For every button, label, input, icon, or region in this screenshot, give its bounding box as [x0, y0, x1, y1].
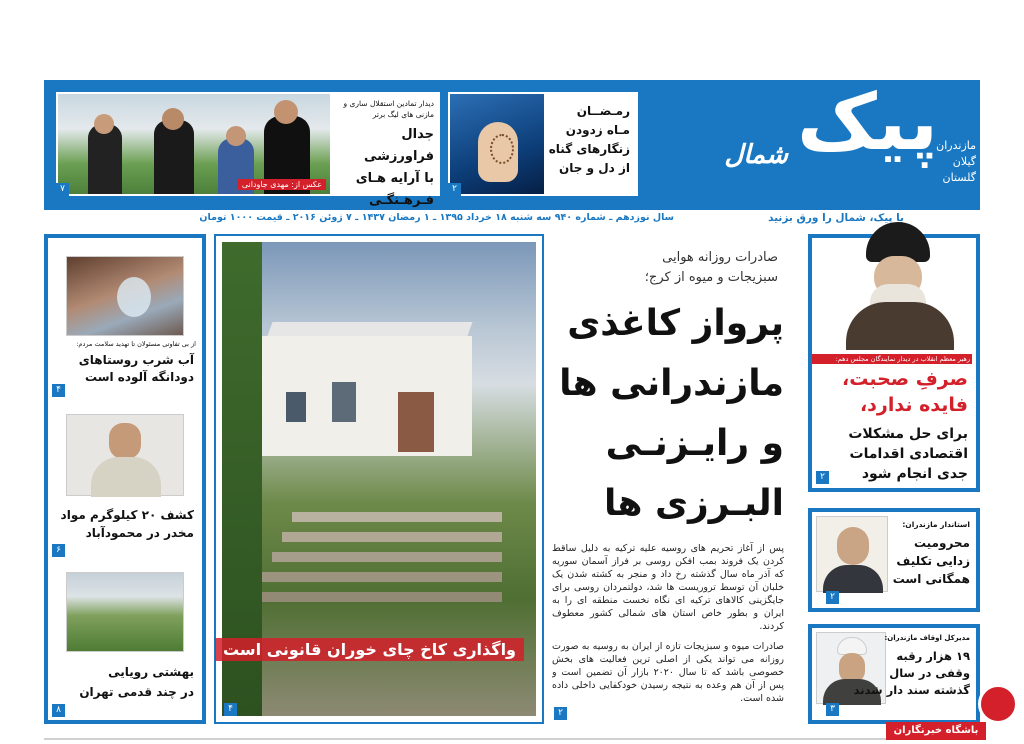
province-item: گلستان [942, 171, 976, 184]
left-item-water[interactable] [52, 250, 198, 398]
awqaf-card[interactable] [808, 624, 980, 724]
page-badge: ۴ [224, 703, 237, 716]
watermark-logo [978, 684, 1018, 724]
page-badge: ۲ [554, 707, 567, 720]
left-item-drugs[interactable] [52, 414, 198, 560]
water-photo [66, 256, 184, 336]
prayer-hands-photo [450, 94, 544, 194]
page-badge: ۸ [52, 704, 65, 717]
main-kicker: صادرات روزانه هوایی سبزیجات و میوه از کرج؛ [644, 250, 778, 285]
photo-story-card[interactable] [214, 234, 544, 724]
page-badge: ۲ [448, 183, 461, 196]
sports-teaser[interactable] [56, 92, 440, 208]
leader-body: برای حل مشکلات اقتصادی اقدامات جدی انجام شود [848, 426, 968, 482]
football-photo [58, 94, 330, 194]
province-item: مازندران [936, 139, 976, 152]
ramadan-title: رمـضــان مـاه زدودن زنگارهای گناه از دل و جان [548, 104, 630, 175]
awqaf-title: ۱۹ هزار رقبه وقفی در سال گذشته سند دار شدند [853, 649, 970, 697]
page-badge: ۷ [56, 183, 69, 196]
masthead-logo [724, 40, 938, 170]
photo-credit: عکس از: مهدی جاودانی [238, 179, 326, 190]
left-item-paradise[interactable] [52, 572, 198, 718]
page-badge: ۳ [826, 703, 839, 716]
governor-card[interactable] [808, 508, 980, 612]
bottom-rule [44, 738, 980, 740]
leader-caption: رهبر معظم انقلاب در دیدار نمایندگان مجلس دهم: [812, 354, 972, 364]
leader-card[interactable] [808, 234, 980, 492]
province-item: گیلان [952, 155, 976, 168]
paradise-title: بهشتی رویایی در چند قدمی تهران [79, 665, 194, 699]
main-paragraph-1: پس از آغاز تحریم های روسیه علیه ترکیه به دلیل ساقط کردن یک فروند بمب افکن روسی بر فراز آسمان سوریه که آذر ماه سال گذشته رخ داد و منجر به کشته شدن یک خلبان آن توسط تروریست ها شد، دولتمردان روسی برای جایگزینی کالاهای ترکیه ای نگاه نخست منطقه ای را به ایران و بطور خاص استان های شمالی کشور معطوف کردند. [552, 543, 784, 632]
main-headline: پرواز کاغذی مازندرانی ها و رایـزنـی البـرزی ها [559, 303, 784, 524]
page-badge: ۶ [52, 544, 65, 557]
water-title: آب شرب روستاهای دودانگه آلوده است [78, 353, 194, 384]
main-paragraph-2: صادرات میوه و سبزیجات تازه از ایران به روسیه به صورت روزانه می تواند یکی از اصلی ترین فعالیت های بخش خصوصی باشد که تا سال ۲۰۲۰ بازار آن تضمین است و پس از آن هم وعده به نتیجه رسیدن خودکفایی داخلی داده شده است. [552, 641, 784, 704]
logo-shomal: شمال [724, 140, 788, 170]
page-badge: ۲ [826, 591, 839, 604]
police-photo [66, 414, 184, 496]
slogan: با پیک، شمال را ورق بزنید [768, 212, 904, 224]
issue-line: سال نوزدهم ـ شماره ۹۴۰ سه شنبه ۱۸ خرداد ۱۳۹۵ ـ ۱ رمضان ۱۴۳۷ ـ ۷ ژوئن ۲۰۱۶ ـ قیمت ۱۰۰۰ تومان [199, 212, 674, 223]
sports-title: جدال فراورزشی با آرایه هـای فـرهـنگـی [355, 127, 434, 208]
logo-roznameh: روزنامه [787, 46, 862, 70]
watermark-text: باشگاه خبرنگاران [886, 722, 986, 740]
sports-kicker: دیدار تمادین استقلال ساری و مازنی های لیگ برتر [343, 99, 434, 119]
governor-photo [816, 516, 888, 592]
leader-title: صرفِ صحبت، فایده ندارد، [841, 368, 968, 416]
drugs-title: کشف ۲۰ کیلوگرم مواد مخدر در محمودآباد [60, 508, 194, 540]
governor-kicker: استاندار مازندران: [902, 520, 970, 529]
landscape-photo [66, 572, 184, 652]
governor-title: محرومیت زدایی تکلیف همگانی است [892, 536, 970, 586]
photo-story-caption: واگذاری کاخ چای خوران قانونی است [215, 638, 524, 661]
ramadan-teaser[interactable] [448, 92, 638, 196]
page-badge: ۴ [52, 384, 65, 397]
logo-peyk: پیک [797, 78, 938, 168]
page-badge: ۲ [816, 471, 829, 484]
province-list [926, 138, 976, 186]
leader-photo [840, 222, 960, 350]
awqaf-kicker: مدیرکل اوقاف مازندران: [884, 634, 970, 642]
water-caption-small: از بی تفاوتی مسئولان تا تهدید سلامت مردم: [76, 340, 196, 348]
